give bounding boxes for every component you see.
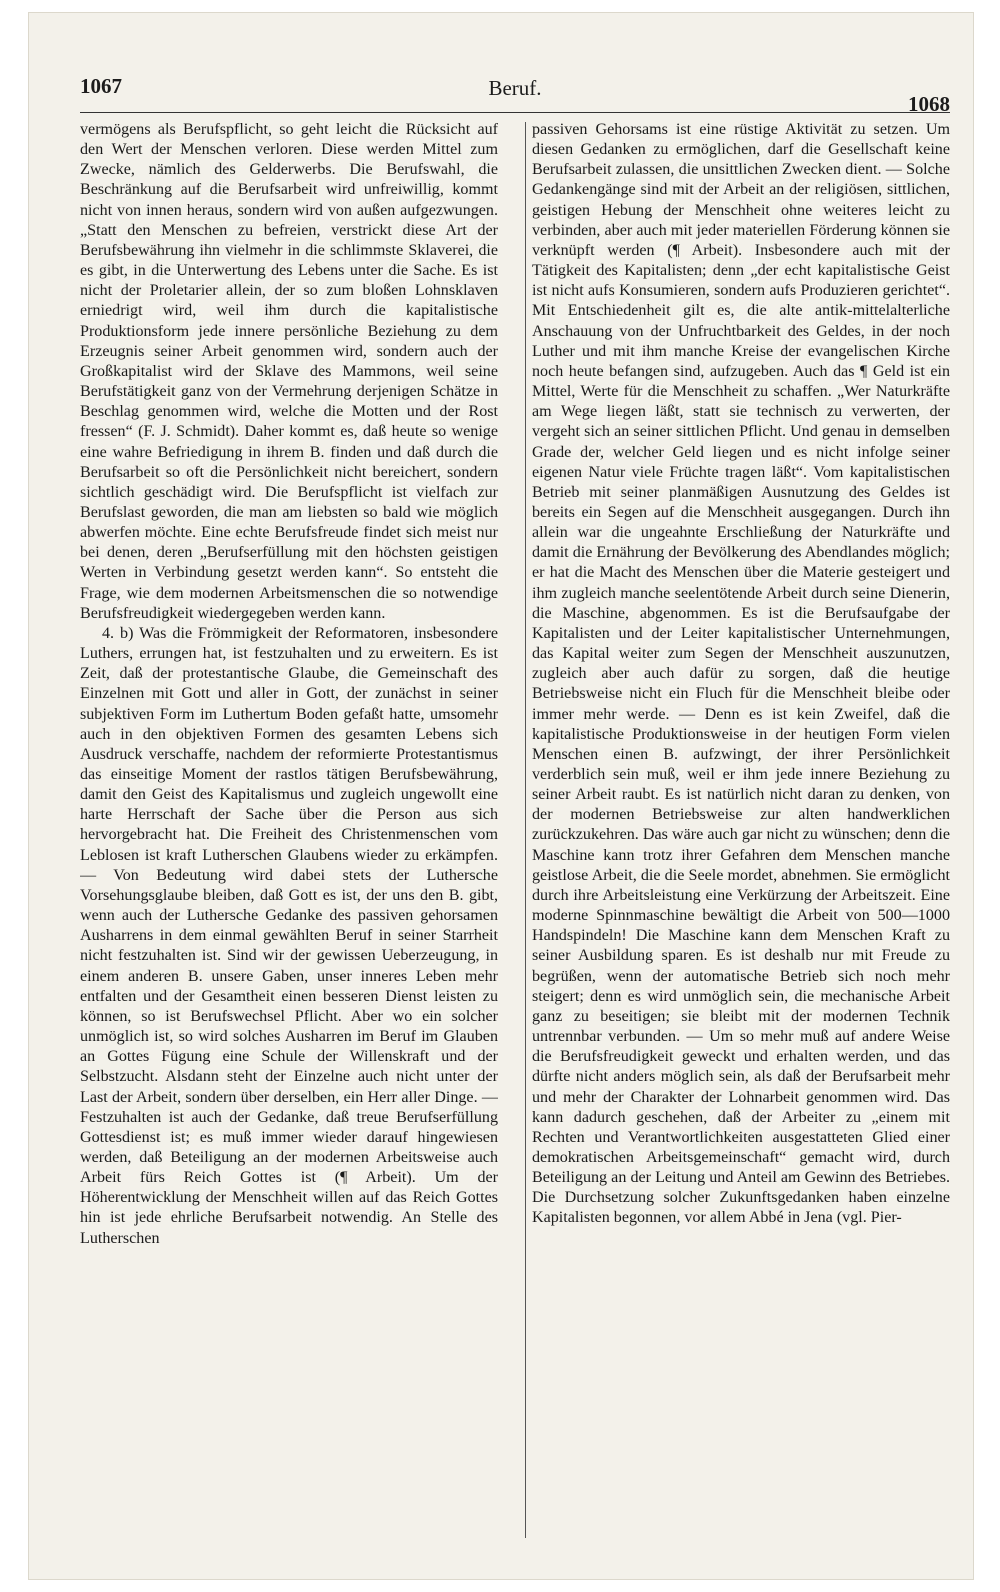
page-header: [80, 74, 950, 116]
page-number-right: 1068: [908, 92, 950, 116]
header-rule: [80, 112, 950, 113]
left-column: [80, 120, 498, 1542]
right-column: [532, 120, 950, 1542]
book-page: [28, 12, 974, 1580]
left-paragraph-1: vermögens als Berufspflicht, so geht leicht die Rücksicht auf den Wert der Menschen verloren. Diese werden Mittel zum Zwecke, nämlich des Gelderwerbs. Die Berufswahl, die Beschränkung auf die Berufsarbeit wird unfreiwillig, kommt nicht von innen heraus, sondern wird von außen aufgezwungen. „Statt den Menschen zu befreien, verstrickt diese Art der Berufsbewährung ihn vielmehr in die schlimmste Sklaverei, die es gibt, in die Unterwertung des Lebens unter die Sache. Es ist nicht der Proletarier allein, der so zum bloßen Lohnsklaven erniedrigt wird, weil ihm durch die kapitalistische Produktionsform jede innere persönliche Beziehung zu dem Erzeugnis seiner Arbeit genommen wird, sondern auch der Großkapitalist wird der Sklave des Mammons, weil seine Berufstätigkeit ganz von der Vermehrung derjenigen Schätze in Beschlag genommen wird, welche die Motten und der Rost fressen“ (F. J. Schmidt). Daher kommt es, daß heute so wenige eine wahre Befriedigung in ihrem B. finden und daß durch die Berufsarbeit so oft die Persönlichkeit nicht bereichert, sondern sichtlich geschädigt wird. Die Berufspflicht ist vielfach zur Berufslast geworden, die man am liebsten so bald wie möglich abwerfen möchte. Eine echte Berufsfreude findet sich meist nur bei denen, deren „Berufserfüllung mit den höchsten geistigen Werten in Verbindung gesetzt werden kann“. So entsteht die Frage, wie dem modernen Arbeitsmenschen die so notwendige Berufsfreudigkeit wiedergegeben werden kann.: [80, 121, 498, 622]
page-number-left: 1067: [80, 74, 122, 98]
column-divider: [525, 122, 526, 1538]
left-paragraph-2: 4. b) Was die Frömmigkeit der Reformatoren, insbesondere Luthers, errungen hat, ist festzuhalten und zu erweitern. Es ist Zeit, daß der protestantische Glaube, die Gemeinschaft des Einzelnen mit Gott und aller in Gott, der zunächst in seiner subjektiven Form im Luthertum Boden gefaßt hatte, umsomehr auch in den objektiven Formen des gesamten Lebens sich Ausdruck verschaffe, nachdem der reformierte Protestantismus das einseitige Moment der rastlos tätigen Berufsbewährung, damit den Geist des Kapitalismus und zugleich ungewollt eine harte Herrschaft der Sache über die Person aus sich hervorgebracht hat. Die Freiheit des Christenmenschen vom Leblosen ist kraft Lutherschen Glaubens wieder zu erkämpfen. — Von Bedeutung wird dabei stets der Luthersche Vorsehungsglaube bleiben, daß Gott es ist, der uns den B. gibt, wenn auch der Luthersche Gedanke des passiven gehorsamen Ausharrens in dem einmal gewählten Beruf in seiner Starrheit nicht festzuhalten ist. Sind wir der gewissen Ueberzeugung, in einem anderen B. unsere Gaben, unser inneres Leben mehr entfalten und der Gesamtheit einen besseren Dienst leisten zu können, so ist Berufswechsel Pflicht. Aber wo ein solcher unmöglich ist, so wird solches Ausharren im Beruf im Glauben an Gottes Fügung eine Schule der Willenskraft und der Selbstzucht. Alsdann steht der Einzelne auch nicht unter der Last der Arbeit, sondern über derselben, ein Herr aller Dinge. — Festzuhalten ist auch der Gedanke, daß treue Berufserfüllung Gottesdienst ist; es muß immer wieder darauf hingewiesen werden, daß Beteiligung an der modernen Arbeitsweise auch Arbeit fürs Reich Gottes ist (¶ Arbeit). Um der Höherentwicklung der Menschheit willen auf das Reich Gottes hin ist jede ehrliche Berufsarbeit notwendig. An Stelle des Lutherschen: [80, 624, 498, 1247]
right-paragraph-1: passiven Gehorsams ist eine rüstige Aktivität zu setzen. Um diesen Gedanken zu ermöglichen, darf die Gesellschaft keine Berufsarbeit zulassen, die unsittlichen Zwecken dient. — Solche Gedankengänge sind mit der Arbeit an der religiösen, sittlichen, geistigen Hebung der Menschheit ohne weiteres leicht zu verbinden, aber auch mit jeder materiellen Förderung können sie verknüpft werden (¶ Arbeit). Insbesondere auch mit der Tätigkeit des Kapitalisten; denn „der echt kapitalistische Geist ist nicht aufs Konsumieren, sondern aufs Produzieren gerichtet“. Mit Entschiedenheit gilt es, die alte antik-mittelalterliche Anschauung von der Unfruchtbarkeit des Geldes, in der noch Luther und mit ihm manche Kreise der evangelischen Kirche noch heute befangen sind, aufzugeben. Auch das ¶ Geld ist ein Mittel, Werte für die Menschheit zu schaffen. „Wer Naturkräfte am Wege liegen läßt, statt sie technisch zu verwerten, der vergeht sich an seiner sittlichen Pflicht. Und genau in demselben Grade der, welcher Geld liegen und es nicht infolge seiner eigenen Natur viele Früchte tragen läßt“. Vom kapitalistischen Betrieb mit seiner planmäßigen Ausnutzung des Geldes ist bereits ein Segen auf die Menschheit ausgegangen. Durch ihn allein war die ungeahnte Erschließung der Naturkräfte und damit die Ernährung der Bevölkerung des Abendlandes möglich; er hat die Macht des Menschen über die Materie gesteigert und ihm zugleich manche seelentötende Arbeit durch seine Dienerin, die Maschine, abgenommen. Es ist die Berufsaufgabe der Kapitalisten und der Leiter kapitalistischer Unternehmungen, das Kapital weiter zum Segen der Menschheit auszunutzen, zugleich aber auch dafür zu sorgen, daß die heutige Betriebsweise nicht ein Fluch für die Menschheit bleibe oder immer mehr werde. — Denn es ist kein Zweifel, daß die kapitalistische Produktionsweise in der heutigen Form vielen Menschen einen B. aufzwingt, der ihrer Persönlichkeit verderblich sein muß, weil er ihm jede innere Beziehung zu seiner Arbeit raubt. Es ist natürlich nicht daran zu denken, von der modernen Betriebsweise zur alten handwerklichen zurückzukehren. Das wäre auch gar nicht zu wünschen; denn die Maschine kann trotz ihrer Gefahren dem Menschen manche geistlose Arbeit, die die Seele mordet, abnehmen. Sie ermöglicht durch ihre Arbeitsleistung eine Verkürzung der Arbeitszeit. Eine moderne Spinnmaschine bewältigt die Arbeit von 500—1000 Handspindeln! Die Maschine kann dem Menschen Kraft zu seiner Ausbildung sparen. Es ist deshalb nur mit Freude zu begrüßen, wenn der automatische Betrieb sich noch mehr steigert; denn es wird unmöglich sein, die mechanische Arbeit ganz zu beseitigen; sie bleibt mit der modernen Technik untrennbar verbunden. — Um so mehr muß auf andere Weise die Berufsfreudigkeit geweckt und erhalten werden, und das dürfte nicht anders möglich sein, als daß der Berufsarbeit mehr und mehr der Charakter der Lohnarbeit genommen wird. Das kann dadurch geschehen, daß der Arbeiter zu „einem mit Rechten und Verantwortlichkeiten ausgestatteten Glied einer demokratischen Arbeitsgemeinschaft“ gemacht wird, durch Beteiligung an der Leitung und Anteil am Gewinn des Betriebes. Die Durchsetzung solcher Zukunftsgedanken haben einzelne Kapitalisten begonnen, vor allem Abbé in Jena (vgl. Pier-: [532, 121, 950, 1227]
running-title: Beruf.: [488, 76, 542, 100]
text-columns: [80, 120, 950, 1542]
